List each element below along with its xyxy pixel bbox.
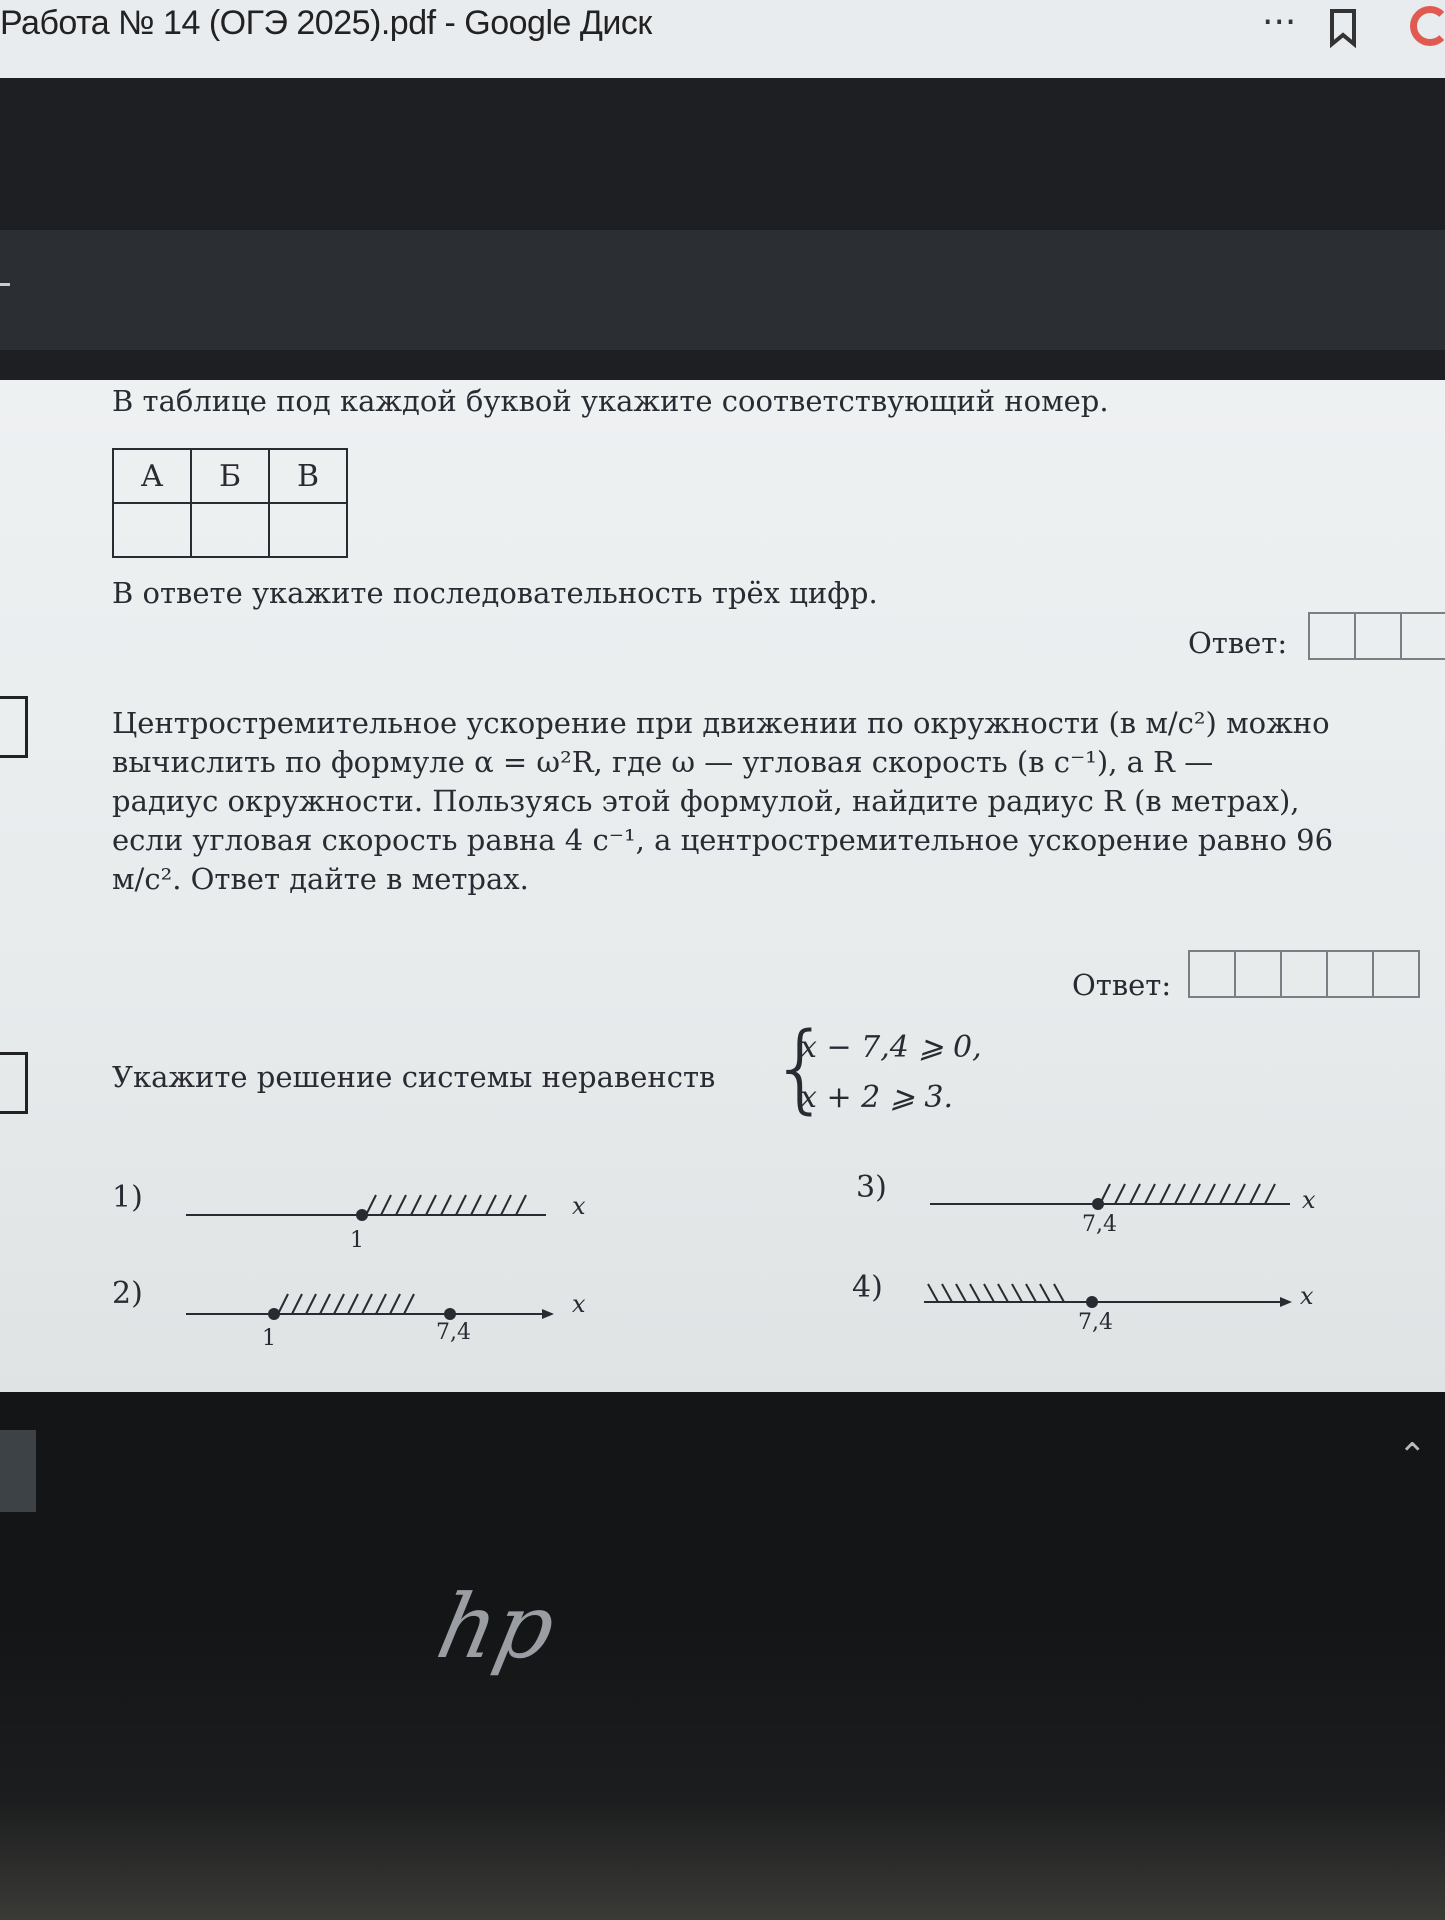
- more-options-icon[interactable]: ···: [1262, 2, 1297, 43]
- problem-line: вычислить по формуле α = ω²R, где ω — угловая скорость (в с⁻¹), а R —: [112, 745, 1214, 779]
- option-2-number: 2): [112, 1276, 143, 1311]
- option-1-numberline[interactable]: [186, 1180, 606, 1260]
- table-header-a: А: [113, 449, 191, 503]
- option-2-numberline[interactable]: [186, 1274, 586, 1354]
- viewer-toolbar-band: [0, 230, 1445, 350]
- divider: [0, 283, 10, 286]
- option-3-number: 3): [856, 1170, 887, 1205]
- option-4-axis-label: x: [1300, 1282, 1314, 1310]
- answer-cell[interactable]: [1188, 950, 1236, 998]
- answer-cell[interactable]: [1280, 950, 1328, 998]
- system-prompt: Укажите решение системы неравенств: [112, 1060, 716, 1094]
- inequality-2: x + 2 ⩾ 3.: [800, 1080, 954, 1115]
- system-brace: {: [770, 1012, 832, 1124]
- option-1-axis-label: x: [572, 1192, 586, 1220]
- answer-box-1[interactable]: [1310, 612, 1445, 660]
- option-4-point: 7,4: [1078, 1310, 1113, 1335]
- option-2-point-b: 7,4: [436, 1320, 471, 1345]
- table-header-b: Б: [191, 449, 269, 503]
- instruction-sequence-text: В ответе укажите последовательность трёх цифр.: [112, 576, 878, 610]
- task-number-box: [0, 696, 28, 758]
- answer-cell[interactable]: [1372, 950, 1420, 998]
- profile-icon[interactable]: [1410, 6, 1445, 46]
- answer-letter-table: [112, 448, 348, 558]
- answer-cell[interactable]: [1326, 950, 1374, 998]
- tab-title[interactable]: Работа № 14 (ОГЭ 2025).pdf - Google Диск: [0, 4, 652, 42]
- task-number-box: [0, 1052, 28, 1114]
- option-4-numberline[interactable]: [924, 1266, 1324, 1346]
- table-header-v: В: [269, 449, 347, 503]
- answer-box-2[interactable]: [1190, 950, 1420, 998]
- option-3-numberline[interactable]: [930, 1170, 1350, 1250]
- option-3-point: 7,4: [1082, 1212, 1117, 1237]
- problem-line: м/с². Ответ дайте в метрах.: [112, 862, 529, 896]
- answer-cell[interactable]: [1354, 612, 1402, 660]
- answer-label-2: Ответ:: [1072, 968, 1172, 1002]
- answer-cell[interactable]: [1308, 612, 1356, 660]
- browser-toolbar: [0, 0, 1445, 79]
- option-1-number: 1): [112, 1180, 143, 1215]
- hp-logo: hp: [429, 1575, 564, 1678]
- inequality-1: x − 7,4 ⩾ 0,: [800, 1030, 982, 1065]
- option-2-point-a: 1: [262, 1326, 276, 1351]
- answer-cell[interactable]: [1400, 612, 1445, 660]
- option-4-number: 4): [852, 1270, 883, 1305]
- option-1-point: 1: [350, 1228, 364, 1253]
- laptop-keyboard-area: [0, 1620, 1445, 1920]
- instruction-table-text: В таблице под каждой буквой укажите соответствующий номер.: [112, 384, 1109, 418]
- option-2-axis-label: x: [572, 1290, 586, 1318]
- problem-line: Центростремительное ускорение при движении по окружности (в м/с²) можно: [112, 706, 1330, 740]
- table-cell-v[interactable]: [269, 503, 347, 557]
- side-panel-tab[interactable]: [0, 1430, 36, 1512]
- option-3-axis-label: x: [1302, 1186, 1316, 1214]
- table-cell-b[interactable]: [191, 503, 269, 557]
- chevron-up-icon[interactable]: ⌃: [1398, 1436, 1427, 1476]
- answer-label: Ответ:: [1188, 626, 1288, 660]
- problem-line: если угловая скорость равна 4 с⁻¹, а центростремительное ускорение равно 96: [112, 823, 1334, 857]
- table-cell-a[interactable]: [113, 503, 191, 557]
- problem-line: радиус окружности. Пользуясь этой формулой, найдите радиус R (в метрах),: [112, 784, 1300, 818]
- problem-text: [112, 704, 1442, 899]
- answer-cell[interactable]: [1234, 950, 1282, 998]
- pdf-page: [0, 380, 1445, 1392]
- bookmark-icon[interactable]: [1328, 8, 1358, 52]
